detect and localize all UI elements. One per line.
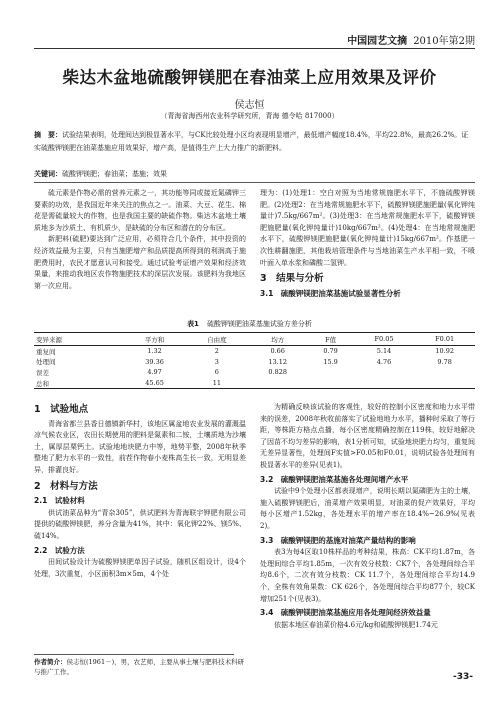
table-row [34,378,475,389]
section-3-4-title: 3.4 硫酸钾镁肥油菜基施应用各处理间经济效益量 [260,608,431,618]
keywords [34,169,474,179]
divider [34,182,475,183]
table-cell: 1.32 [147,347,162,356]
table-number: 表1 [187,320,199,328]
table-cell [307,367,353,378]
anova-table [34,332,475,389]
treatment-description: 理为：(1)处理1：空白对照为当地常规施肥水平下，不施硫酸钾镁肥。(2)处理2：在当地常规施肥水平下，硫酸钾镁肥施肥量(氧化钾纯量计)7.5kg/667m²。(3)处理3：在当地常规施肥水平下，硫酸钾镁肥施肥量(氧化钾纯量计)10kg/667m²。(4)处理4：在当地常规施肥水平下，硫酸钾镁肥施肥量(氧化钾纯量计)15kg/667m²。作基肥一次性耕翻施肥，其他栽培管理条件与当地油菜生产水平相一致，不喷叶面入单水浆和磷酸二氢钾。 [260,189,475,267]
section-2-1-title: 2.1 试验材料 [34,496,85,506]
table-cell [248,378,307,389]
table-cell: 总和 [34,378,123,389]
table-cell: 0.79 [323,347,338,356]
table-row [34,367,475,378]
intro-paragraph-2: 新肥料(硫肥)要达到广泛应用，必须符合几个条件，其中投资的经济效益最为主要，只有当施肥增产和品质提高所得到的利润高于施肥费用时，农民才愿意认可和接受。通过试验考证增产效果和经济效果量，来推动我地区农作物施肥技术的深层次发展。该肥料为我地区第一次应用。 [34,235,246,290]
table-cell: 10.92 [435,347,454,356]
footnote-divider [34,654,234,655]
table-cell [414,378,475,389]
table-cell: 处理间 [36,358,56,367]
table-cell: 4.97 [147,368,162,377]
page-number: -33- [453,672,473,682]
abstract-text: 试验结果表明，处理间达到极显著水平，与CK比较处理小区均表现明显增产，最低增产幅度18.4%，平均22.8%，最高26.2%。证实硫酸钾镁肥在油菜基施应用效果好，增产高，是值得生产上大力推广的新肥料。 [34,131,469,152]
affiliation: （青海省海西州农业科学研究所，青海 德令哈 817000） [160,112,339,120]
table-cell: 4.76 [376,357,392,366]
table-header: F0.05 [354,333,415,346]
table-row [34,346,475,357]
footnote-text: 侯志恒(1961－)，男，农艺师，主要从事土壤与肥料技术科研与推广工作。 [34,658,245,676]
table-header-row [34,333,475,346]
results-column [260,402,475,631]
table-header: 自由度 [186,333,248,346]
intro-paragraph-1: 硫元素是作物必需的营养元素之一，其功能等同或接近氮磷钾三要素的功效，是我国近年来关注的焦点之一。油菜、大豆、花生、棉花是需硫量较大的作物，也是我国主要的缺硫作物。柴达木盆地土壤质地多为沙质土、有机质少，是缺硫的分布区和潜在的分布区。 [34,189,246,232]
abstract-label: 摘 要： [34,131,62,139]
right-column-top [260,188,475,300]
table-header: 均方 [248,333,307,346]
methods-column [34,400,246,580]
table-cell: 45.65 [123,378,185,389]
table-cell: 15.9 [323,357,338,366]
table-row [34,357,475,368]
section-3-3-text: 表3为每4区取10株样品的考种结果，株高：CK平均1.87m，各处理间综合平均1.85m，一次有效分枝数：CK7个，各处理间综合平均8.6个，二次有效分枝数：CK 11.7个，各处理间综合平均14.9个，全株有效角果数：CK 626个，各处理间综合平均877个，较CK增加251个(见表3)。 [260,548,475,603]
table-cell: 误差 [36,368,49,377]
table-header: F0.01 [414,333,475,346]
intro-column [34,188,246,292]
section-3-3-title: 3.3 硫酸钾镁肥的基施对油菜产量结构的影响 [260,535,416,545]
journal-issue [347,32,475,47]
table-cell: 3 [214,357,219,366]
table-cell: 重复间 [36,347,56,356]
table-cell: 0.828 [268,368,288,377]
author-footnote [34,657,250,677]
issue-label: 2010年第2期 [413,36,475,47]
section-3-4-text: 依据本地区春油菜价格4.6元/kg和硫酸钾镁肥1.74元 [274,620,438,629]
table-cell [414,367,475,378]
table-cell: 2 [214,347,219,356]
footnote-label: 作者简介： [34,658,67,666]
section-3-2-text: 试验中9个处理小区都表现增产，说明长期以氮磷肥为主的土壤，施入硫酸钾镁肥后，油菜增产效果明显，对油菜的促产效果好，平均每小区增产1.52kg，各处理水平的增产率在18.4%~26.9%(见表2)。 [260,487,475,530]
table-header: 变异来源 [34,333,123,346]
table-cell [354,367,415,378]
table-cell [354,378,415,389]
table-caption-text: 硫酸钾镁肥油菜基施试验方差分析 [206,320,312,328]
table-cell: 13.12 [268,357,288,366]
author: 侯志恒 [234,100,265,111]
table-header: F值 [307,333,353,346]
table-cell: 5.14 [376,347,392,356]
section-3-1-title: 3.1 硫酸钾镁肥油菜基施试验显著性分析 [260,288,401,298]
abstract [34,129,474,155]
section-3-2-title: 3.2 硫酸钾镁肥油菜基施各处理间增产水平 [260,474,409,484]
section-2-2-title: 2.2 试验方法 [34,545,85,555]
section-1-title: 1 试验地点 [34,404,89,415]
table-cell: 6 [214,368,219,377]
section-3-title: 3 结果与分析 [260,273,324,285]
section-1-text: 青海省都兰县香日德镇新华村，该地区属盆地农业发展的灌溉温凉气候农业区，农田长期使用的肥料是氮素和二铵，土壤质地为沙壤土，属厚层栗钙土。试验地地块肥力中等，地势平整，2008年秋季整地了肥力水平的一致性，前茬作物春小麦株高生长一致，无明显差异，排灌良好。 [34,419,246,474]
table-cell: 11 [186,378,248,389]
table-cell: 0.66 [270,347,285,356]
table-cell [307,378,353,389]
section-2-2-text: 田间试验设计为硫酸钾镁肥单因子试验，随机区组设计，设4个处理，3次重复，小区面积3m×5m，4个处 [34,558,246,578]
table-cell: 39.36 [145,357,164,366]
journal-name: 中国园艺文摘 [347,36,408,47]
results-intro: 为精确反映该试验的客观性，较好的控制小区密度和地力水平带来的误差，2008年秋收前落实了试验地地力水平，播种时采取了等行距，等株距方格点点播，每小区密度精确控制在119株，较好地解决了因苗不均匀差异的影响，表1分析可知，试验地块肥力均匀，重复间无差异显著性，处理间F实值>F0.05和F0.01，说明试验各处理间有极显著水平的差异(见表1)。 [260,403,475,469]
table-header: 平方和 [123,333,185,346]
keywords-label: 关键词： [34,170,62,178]
section-2-title: 2 材料与方法 [34,480,98,492]
table-caption [0,319,499,329]
section-2-1-text: 供试油菜品种为“青杂305”，供试肥料为青海联宇钾肥有限公司提供的硫酸钾镁肥，养分含量为41%，其中：氧化钾22%、镁5%、硫14%。 [34,508,246,540]
table-cell: 9.78 [437,357,452,366]
running-header [34,30,475,49]
article-title: 柴达木盆地硫酸钾镁肥在春油菜上应用效果及评价 [62,68,437,87]
keywords-text: 硫酸钾镁肥；春油菜；基施；效果 [62,170,167,178]
